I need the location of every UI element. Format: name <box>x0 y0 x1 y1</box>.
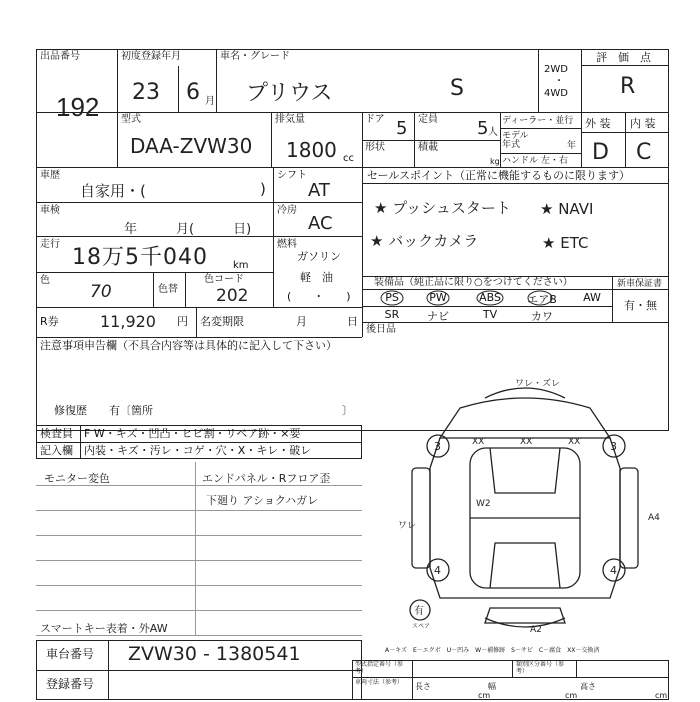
person-unit: 人 <box>488 127 498 138</box>
equip-airbag: エアB <box>527 293 557 306</box>
xx-mark-2: XX <box>520 437 533 447</box>
color-change-label: 色替 <box>158 284 178 295</box>
chassis-value: ZVW30 - 1380541 <box>128 643 301 665</box>
note-line-1: モニター変色 <box>44 472 110 485</box>
fuel-label: 燃料 <box>277 239 297 250</box>
divider <box>500 112 501 167</box>
fuel-paren: ( ・ ) <box>287 290 351 303</box>
name-change-label: 名変期限 <box>200 315 244 328</box>
exterior-value: D <box>592 140 609 165</box>
displacement-label: 排気量 <box>275 114 305 125</box>
model-year-label: モデル年式 <box>502 131 529 150</box>
fields-label: 記入欄 <box>40 444 73 457</box>
color-code-label: 色コード <box>204 274 244 285</box>
after-sale-label: 後日品 <box>366 324 396 335</box>
tire-rr: 4 <box>610 564 617 577</box>
history-close: ) <box>260 180 266 198</box>
car-name-label: 車名・グレード <box>220 51 290 62</box>
lot-label: 出品番号 <box>40 51 80 62</box>
inspector-row-2: 内装・キズ・汚レ・コゲ・穴・X・キレ・破レ <box>84 444 312 457</box>
color-code-value: 202 <box>216 286 249 306</box>
equipment-circles <box>362 289 612 307</box>
tire-fr: 3 <box>610 440 617 453</box>
equip-sr: SR <box>384 308 400 321</box>
month-unit-2: 月 <box>296 315 307 328</box>
recycle-value: 11,920 <box>100 312 156 331</box>
divider <box>538 49 539 112</box>
divider <box>36 307 362 308</box>
inspection-value: 年 月( 日) <box>124 222 252 237</box>
cm-unit-3: cm <box>655 691 668 700</box>
load-label: 積載 <box>418 142 438 153</box>
fuel-diesel: 軽 油 <box>300 271 333 284</box>
dealer-label: ディーラー・並行 <box>502 116 574 126</box>
shift-value: AT <box>308 180 330 201</box>
inspector-row-1: F W・キズ・凹凸・ヒビ割・リペア跡・×要 <box>84 427 301 440</box>
diagram-right-text: A4 <box>648 513 660 523</box>
doors-value: 5 <box>396 118 408 139</box>
divider <box>185 272 186 307</box>
diagram-legend: A－キズ E－エクボ U－凹み W－補修跡 S－サビ C－腐食 XX－交換済 <box>385 647 600 654</box>
kg-unit: kg <box>490 157 500 166</box>
divider <box>362 140 500 141</box>
day-unit: 日 <box>347 315 358 328</box>
divider <box>625 112 626 167</box>
grade: S <box>450 76 464 101</box>
divider <box>512 660 513 677</box>
vehicle-size-label: 車両寸法（参考） <box>355 679 404 686</box>
diagram-center-text: W2 <box>476 499 491 509</box>
diagram-bottom-text: A2 <box>530 625 542 635</box>
divider <box>153 272 154 307</box>
inspector-label: 検査員 <box>40 427 73 440</box>
divider <box>178 66 179 112</box>
history-label: 車歴 <box>40 170 60 181</box>
divider <box>362 322 669 323</box>
width-label: 幅 <box>488 682 496 691</box>
xx-mark-3: XX <box>568 437 581 447</box>
equip-tv: TV <box>482 308 498 321</box>
capacity-label: 定員 <box>418 114 438 125</box>
note-line-3: 下廻り アショクハガレ <box>206 494 319 507</box>
cm-unit-1: cm <box>478 691 491 700</box>
divider <box>36 202 362 203</box>
recycle-label: R券 <box>40 315 59 328</box>
length-label: 長さ <box>415 682 431 691</box>
first-reg-month: 6 <box>186 80 200 105</box>
interior-label: 内 装 <box>630 117 656 130</box>
first-reg-year: 23 <box>132 80 160 105</box>
exterior-label: 外 装 <box>585 117 611 130</box>
divider <box>352 677 669 678</box>
month-unit: 月 <box>205 96 215 107</box>
notes-title: 注意事項申告欄（不具合内容等は具体的に記入して下さい） <box>40 339 337 352</box>
color-value: 70 <box>90 282 112 302</box>
divider <box>196 307 197 337</box>
inspection-label: 車検 <box>40 205 60 216</box>
xx-mark-1: XX <box>472 437 485 447</box>
divider <box>216 49 217 112</box>
car-diagram <box>400 378 670 640</box>
interior-value: C <box>636 140 652 165</box>
divider <box>612 276 613 322</box>
shift-label: シフト <box>277 170 307 181</box>
sales-point-2: ★ NAVI <box>540 200 594 218</box>
displacement-value: 1800 <box>286 138 337 162</box>
sales-point-4: ★ ETC <box>542 234 589 252</box>
divider <box>581 132 669 133</box>
drive-2wd: 2WD <box>544 64 568 75</box>
note-line-2: エンドパネル・Rフロア歪 <box>202 472 331 485</box>
first-reg-label: 初度登録年月 <box>121 51 181 62</box>
color-label: 色 <box>40 275 50 286</box>
capacity-value: 5 <box>477 118 489 139</box>
score-label: 評 価 点 <box>596 51 651 64</box>
history-value: 自家用・( <box>80 182 146 200</box>
spare-mark: 有 <box>414 606 424 617</box>
equipment-title: 装備品（純正品に限り○をつけてください） <box>374 277 573 288</box>
yen-unit: 円 <box>177 315 188 328</box>
year-unit: 年 <box>567 141 577 151</box>
mileage-value: 18万5千040 <box>72 245 208 270</box>
divider <box>271 112 272 167</box>
divider <box>36 670 362 671</box>
divider <box>500 128 581 129</box>
cc-unit: cc <box>343 153 354 164</box>
type-designation-label: 型式指定番号（参考） <box>355 661 404 675</box>
height-label: 高さ <box>580 682 596 691</box>
cm-unit-2: cm <box>565 691 578 700</box>
divider <box>362 183 669 184</box>
drive-4wd: 4WD <box>544 88 568 99</box>
sales-point-1: ★ プッシュスタート <box>374 199 511 217</box>
divider <box>412 660 413 700</box>
divider <box>117 49 118 167</box>
model-label: 型式 <box>121 114 141 125</box>
divider <box>36 167 669 168</box>
tire-fl: 3 <box>434 440 441 453</box>
sales-points-title: セールスポイント（正常に機能するものに限ります） <box>367 169 631 182</box>
equip-leather: カワ <box>531 310 553 323</box>
drive-dot: ・ <box>554 76 564 87</box>
bottom-note: スマートキー表着・外AW <box>40 622 168 635</box>
ac-value: AC <box>308 213 333 234</box>
divider <box>581 65 669 66</box>
equip-aw: AW <box>583 291 601 304</box>
divider <box>581 49 582 167</box>
divider <box>36 272 273 273</box>
equip-ps: PS <box>385 291 399 304</box>
diagram-top-text: ワレ・ズレ <box>515 379 561 389</box>
shape-label: 形状 <box>365 142 385 153</box>
model-value: DAA-ZVW30 <box>130 134 253 158</box>
warranty-label: 新車保証書 <box>617 279 663 289</box>
doors-label: ドア <box>365 114 385 125</box>
tire-rl: 4 <box>434 564 441 577</box>
handle-label: ハンドル 左・右 <box>502 156 568 166</box>
spare-text: スペア <box>412 623 431 630</box>
divider <box>36 112 669 113</box>
divider <box>500 153 581 154</box>
repair-close: 〕 <box>342 404 353 417</box>
equip-navi: ナビ <box>427 310 449 323</box>
equip-abs: ABS <box>479 291 501 304</box>
divider <box>36 442 362 443</box>
km-unit: km <box>233 260 249 271</box>
equip-pw: PW <box>429 291 447 304</box>
reg-label: 登録番号 <box>46 677 95 691</box>
warranty-value: 有・無 <box>624 299 657 312</box>
car-name: プリウス <box>246 81 333 106</box>
divider <box>576 660 577 677</box>
score-value: R <box>620 74 636 99</box>
ac-label: 冷房 <box>277 205 297 216</box>
divider <box>36 337 362 338</box>
divider <box>273 167 274 307</box>
mileage-label: 走行 <box>40 239 60 250</box>
sales-point-3: ★ バックカメラ <box>370 232 479 250</box>
divider <box>362 167 363 337</box>
repair-label: 修復歴 有〔箇所 <box>54 404 153 417</box>
lot-number: 192 <box>56 92 100 122</box>
diagram-left-text: ワレ <box>398 521 417 531</box>
category-label: 類別区分番号（参考） <box>516 661 565 675</box>
fuel-gas: ガソリン <box>297 250 341 263</box>
chassis-label: 車台番号 <box>46 647 95 661</box>
